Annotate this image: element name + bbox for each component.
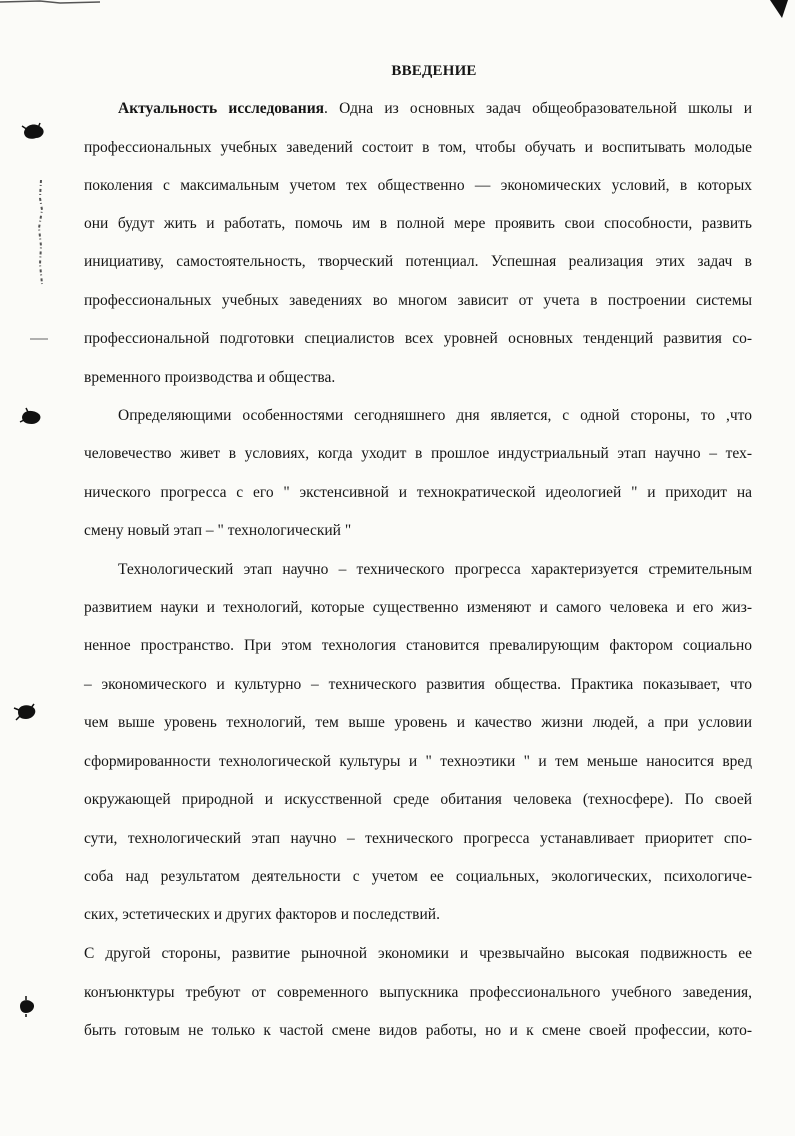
text-line-10: человечество живет в условиях, когда уходит в прошлое индустриальный этап научно – тех- (84, 445, 752, 462)
text-line-13: Технологический этап научно – технического прогресса характеризуется стремительным (118, 561, 752, 578)
page-title: ВВЕДЕНИЕ (391, 63, 477, 79)
binding-speckle-strip (34, 180, 48, 290)
punch-hole-mark-1 (20, 120, 48, 142)
text-line-21: соба над результатом деятельности с учетом ее социальных, экологических, психологиче- (84, 868, 752, 885)
text-line-18: сформированности технологической культуры и " техноэтики " и тем меньше наносится вред (84, 753, 752, 770)
punch-hole-mark-2 (18, 406, 44, 428)
text-line-3: поколения с максимальным учетом тех общественно — экономических условий, в которых (84, 177, 752, 194)
text-line-25: быть готовым не только к частой смене видов работы, но и к смене своей профессии, кото- (84, 1022, 752, 1039)
text-line-16: – экономического и культурно – технического развития общества. Практика показывает, что (84, 676, 752, 693)
text-line-23: С другой стороны, развитие рыночной экономики и чрезвычайно высокая подвижность ее (84, 945, 752, 962)
text-line-14: развитием науки и технологий, которые существенно изменяют и самого человека и его жиз- (84, 599, 752, 616)
corner-fold-mark (766, 0, 795, 22)
text-line-5: инициативу, самостоятельность, творческий потенциал. Успешная реализация этих задач в (84, 253, 752, 270)
punch-hole-mark-4 (14, 994, 38, 1018)
margin-dash-mark (30, 336, 50, 342)
text-line-11: нического прогресса с его " экстенсивной и технократической идеологией " и приходит на (84, 484, 752, 501)
text-line-20: сути, технологический этап научно – технического прогресса устанавливает приоритет спо- (84, 830, 752, 847)
scan-edge-streak (0, 0, 120, 8)
text-line-22: ских, эстетических и других факторов и последствий. (84, 906, 440, 923)
text-line-7: профессиональной подготовки специалистов всех уровней основных тенденций развития со- (84, 330, 752, 347)
text-line-17: чем выше уровень технологий, тем выше уровень и качество жизни людей, а при условии (84, 714, 752, 731)
text-line-9: Определяющими особенностями сегодняшнего дня является, с одной стороны, то ,что (118, 407, 752, 424)
text-line-15: ненное пространство. При этом технология становится превалирующим фактором социально (84, 637, 752, 654)
text-line-4: они будут жить и работать, помочь им в полной мере проявить свои способности, развить (84, 215, 752, 232)
text-line-12: смену новый этап – " технологический " (84, 522, 352, 539)
text-line-19: окружающей природной и искусственной среде обитания человека (техносфере). По своей (84, 791, 752, 808)
text-line-8: временного производства и общества. (84, 369, 336, 386)
lead-phrase: Актуальность исследования (118, 100, 325, 117)
lead-continuation: . Одна из основных задач общеобразовательной школы и (324, 100, 752, 117)
text-line-6: профессиональных учебных заведениях во многом зависит от учета в построении системы (84, 292, 752, 309)
text-line-1 (118, 99, 752, 119)
text-line-24: конъюнктуры требуют от современного выпускника профессионального учебного заведения, (84, 984, 752, 1001)
text-line-2: профессиональных учебных заведений состоит в том, чтобы обучать и воспитывать молодые (84, 139, 752, 156)
punch-hole-mark-3 (12, 700, 40, 724)
